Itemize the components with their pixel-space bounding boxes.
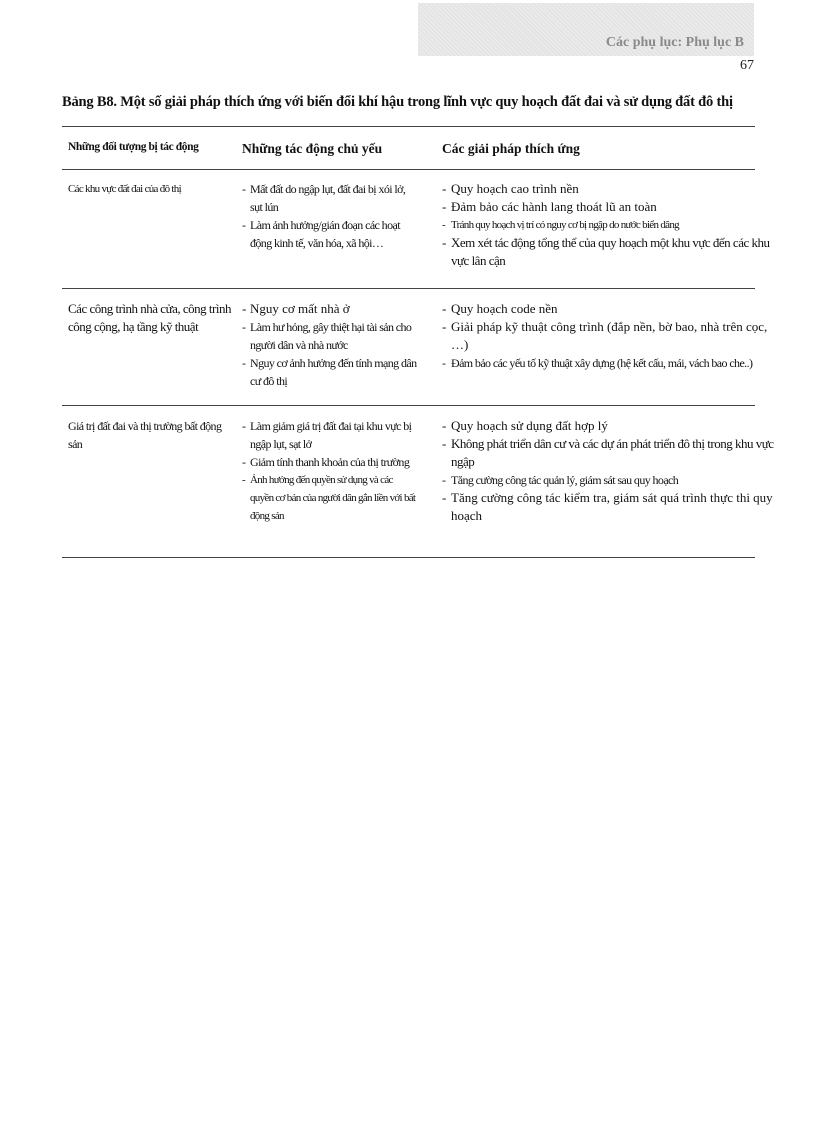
row-3-solution-3: - Tăng cường công tác quản lý, giám sát sau quy hoạch xyxy=(442,471,774,489)
row-2-solution-1: - Quy hoạch code nền xyxy=(442,300,774,318)
row-3-solution-2: - Không phát triển dân cư và các dự án phát triển đô thị trong khu vực ngập xyxy=(442,435,774,471)
running-header: Các phụ lục: Phụ lục B xyxy=(605,35,744,50)
row-3-solution-4: - Tăng cường công tác kiểm tra, giám sát quá trình thực thi quy hoạch xyxy=(442,489,774,525)
row-1-subject: Các khu vực đất đai của đô thị xyxy=(68,183,181,195)
row-1-impact-2: - Làm ảnh hưởng/gián đoạn các hoạt động kinh tế, văn hóa, xã hội… xyxy=(242,216,417,252)
row-1-impact-1: - Mất đất do ngập lụt, đất đai bị xói lở, sụt lún xyxy=(242,180,417,216)
row-1-rule xyxy=(62,288,755,289)
row-3-solution-1: - Quy hoạch sử dụng đất hợp lý xyxy=(442,417,774,435)
row-2-subject: Các công trình nhà cửa, công trình công cộng, hạ tầng kỹ thuật xyxy=(68,301,231,334)
column-header-impacts: Những tác động chủ yếu xyxy=(242,141,383,156)
column-header-solutions: Các giải pháp thích ứng xyxy=(442,141,580,156)
table-bottom-rule xyxy=(62,557,755,558)
row-1-solution-1: - Quy hoạch cao trình nền xyxy=(442,180,774,198)
row-3-subject: Giá trị đất đai và thị trường bất động sản xyxy=(68,419,222,451)
column-header-subject: Những đối tượng bị tác động xyxy=(68,141,199,153)
row-2-impact-2: - Làm hư hỏng, gây thiệt hại tài sản cho người dân và nhà nước xyxy=(242,318,417,354)
row-2-solutions xyxy=(442,300,774,372)
row-2-rule xyxy=(62,405,755,406)
row-1-solution-3: - Tránh quy hoạch vị trí có nguy cơ bị ngập do nước biển dâng xyxy=(442,216,774,234)
header-rule xyxy=(62,169,755,170)
row-3-impact-2: - Giảm tính thanh khoản của thị trường xyxy=(242,453,417,471)
row-1-impacts xyxy=(242,180,417,252)
row-2-solution-3: - Đảm bảo các yếu tố kỹ thuật xây dựng (hệ kết cấu, mái, vách bao che..) xyxy=(442,354,774,372)
row-2-impact-3: - Nguy cơ ảnh hưởng đến tính mạng dân cư đô thị xyxy=(242,354,417,390)
row-3-impact-3: - Ảnh hưởng đến quyền sử dụng và các quyền cơ bản của người dân gắn liền với bất động sản xyxy=(242,471,417,525)
table-top-rule xyxy=(62,126,755,127)
row-2-impacts xyxy=(242,300,417,390)
page-number: 67 xyxy=(740,58,754,73)
row-3-impact-1: - Làm giảm giá trị đất đai tại khu vực bị ngập lụt, sạt lở xyxy=(242,417,417,453)
row-1-solution-4: - Xem xét tác động tổng thể của quy hoạch một khu vực đến các khu vực lân cận xyxy=(442,234,774,270)
row-2-impact-1: - Nguy cơ mất nhà ở xyxy=(242,300,417,318)
row-3-impacts xyxy=(242,417,417,525)
row-1-solution-2: - Đảm bảo các hành lang thoát lũ an toàn xyxy=(442,198,774,216)
row-3-solutions xyxy=(442,417,774,525)
row-2-solution-2: - Giải pháp kỹ thuật công trình (đắp nền, bờ bao, nhà trên cọc, …) xyxy=(442,318,774,354)
row-1-solutions xyxy=(442,180,774,270)
table-title: Bảng B8. Một số giải pháp thích ứng với biến đổi khí hậu trong lĩnh vực quy hoạch đất đai và sử dụng đất đô thị xyxy=(62,94,733,110)
